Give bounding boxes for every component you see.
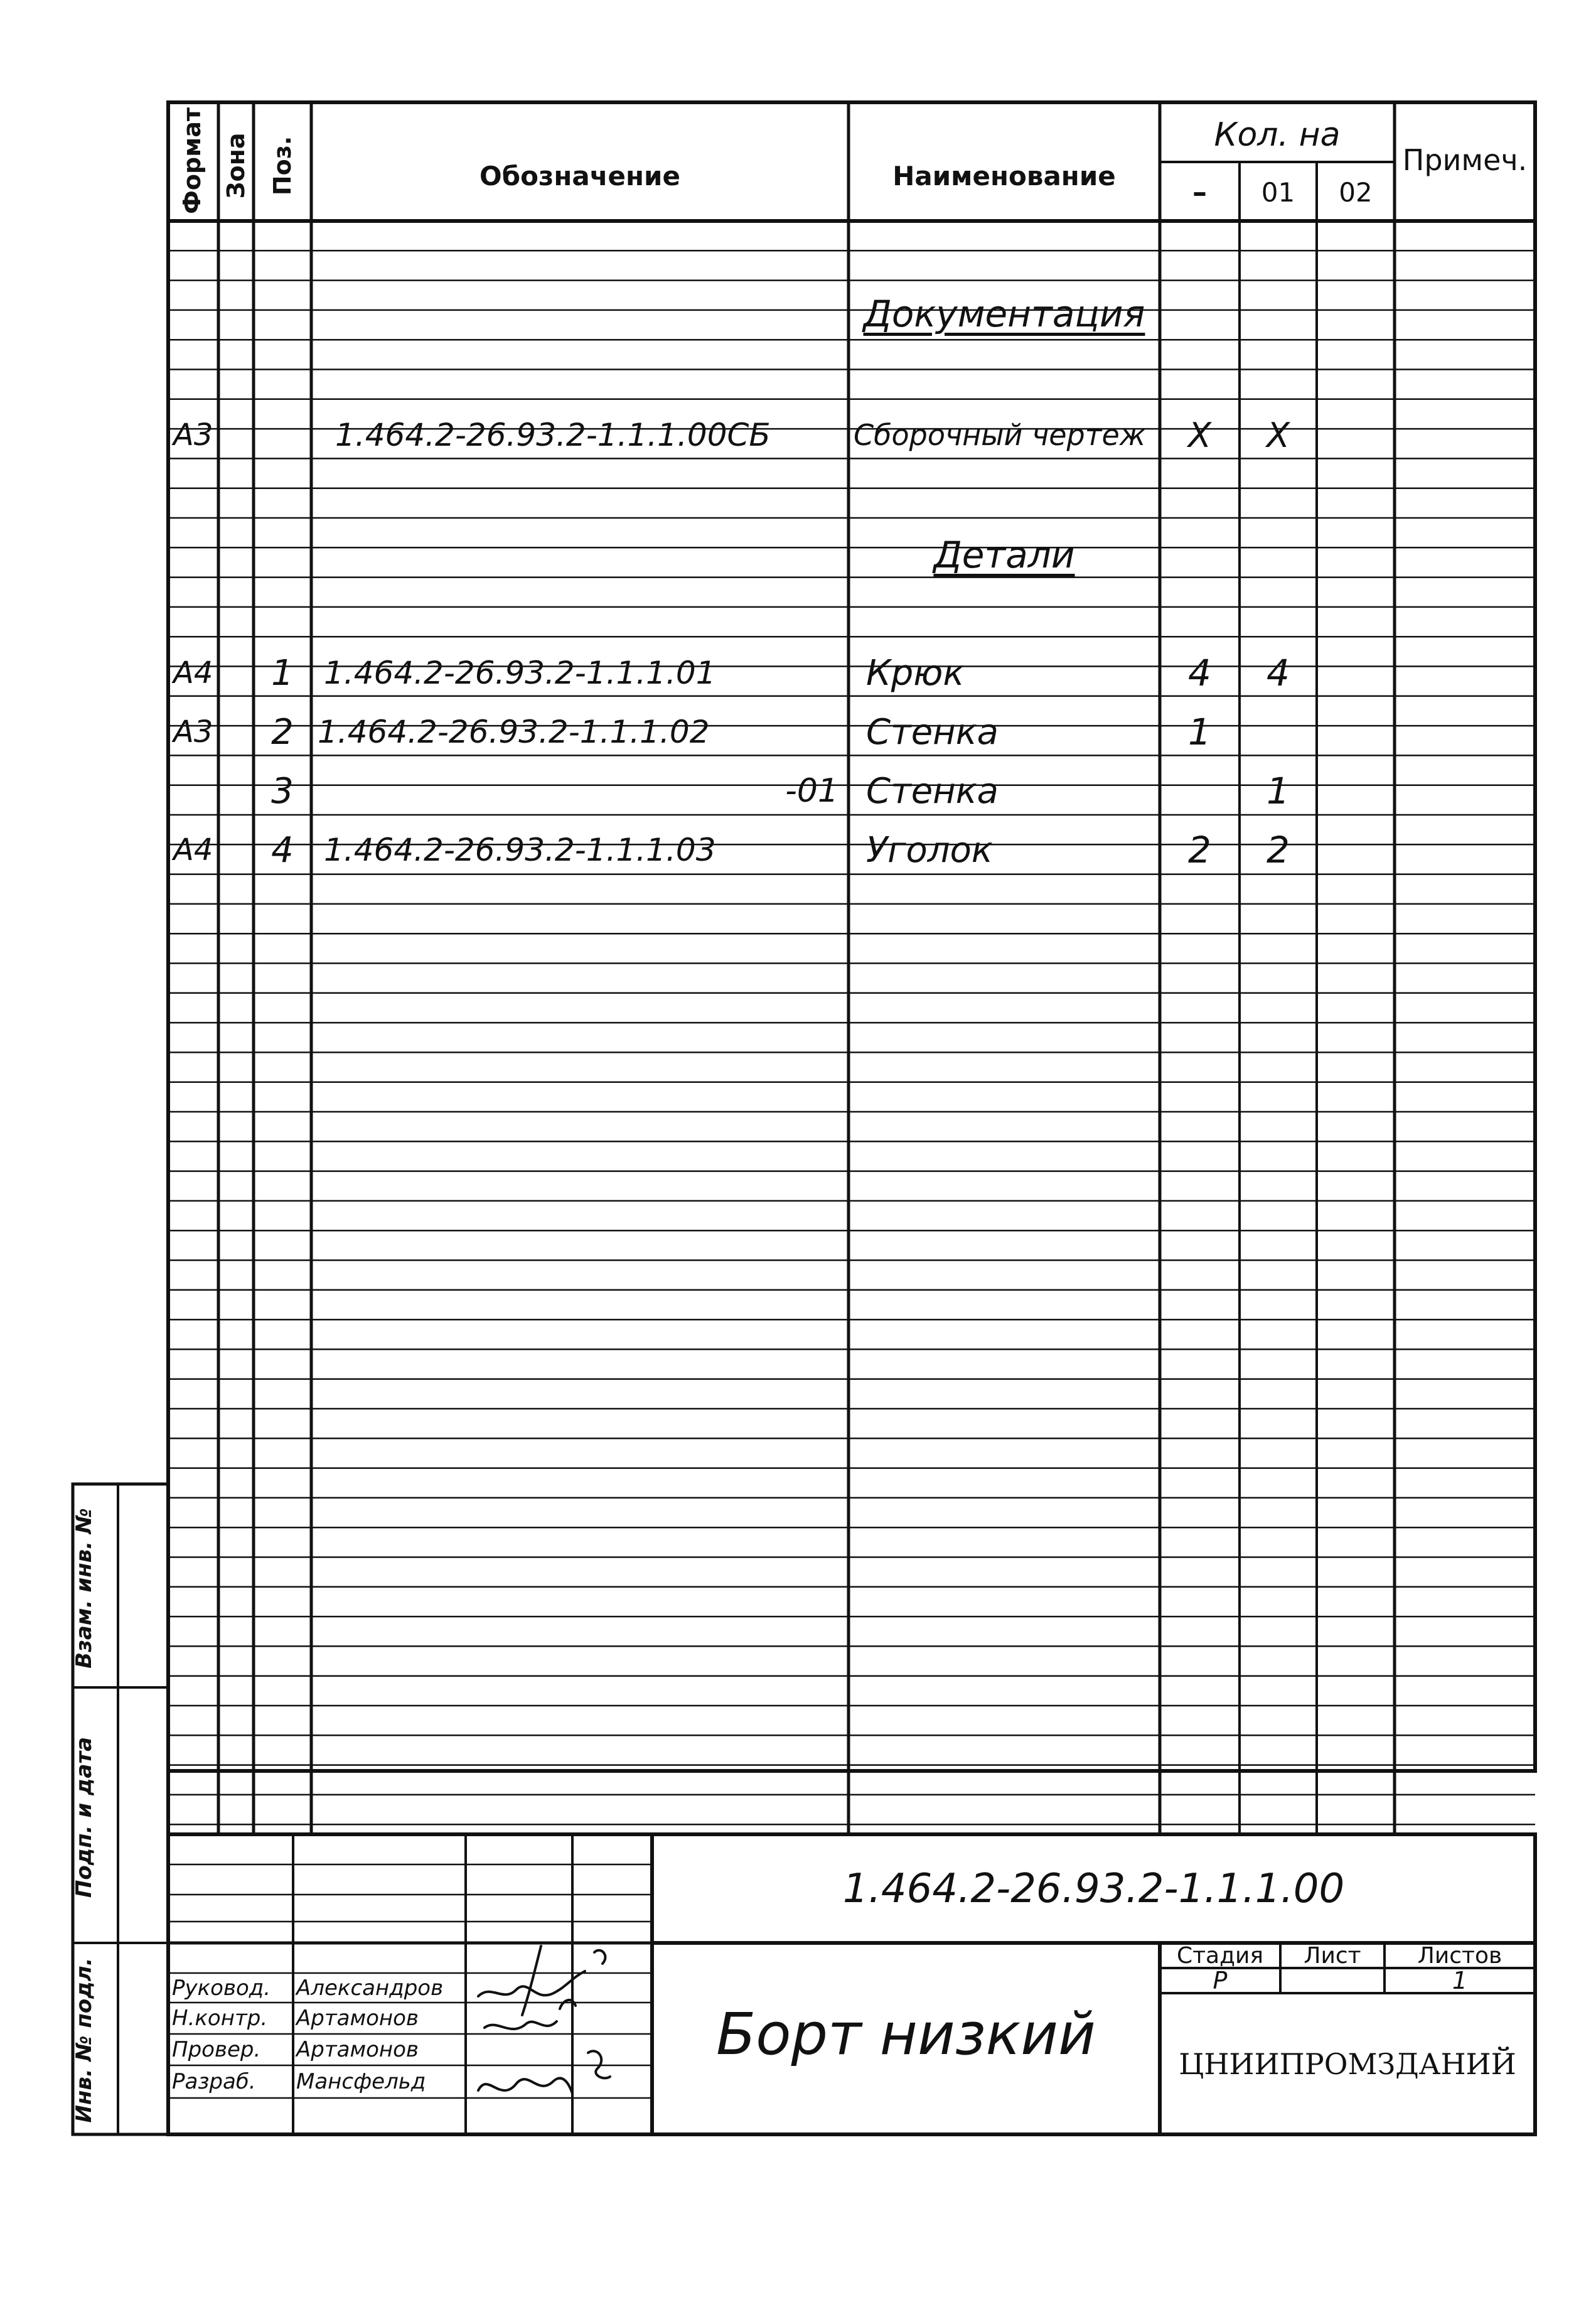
header-format: Формат [178,107,206,214]
header-name: Наименование [892,160,1116,191]
row1-format: А4 [173,655,213,691]
row4-format: А4 [173,832,213,868]
header-qty-dash: – [1192,175,1207,209]
header-pos: Поз. [269,136,296,196]
row1-designation: 1.464.2-26.93.2-1.1.1.01 [324,655,716,691]
row1-qty: 4 [1188,652,1211,694]
row3-name: Стенка [866,770,999,812]
row-assembly-format: А3 [173,417,213,453]
header-qty-02: 02 [1339,176,1373,208]
section-documentation: Документация [863,293,1145,335]
stage-label: Стадия [1176,1942,1264,1969]
sig-role-norm: Н.контр. [172,2006,268,2031]
organization-name: ЦНИИПРОМЗДАНИЙ [1179,2047,1516,2081]
document-code: 1.464.2-26.93.2-1.1.1.00 [842,1865,1345,1912]
row4-pos: 4 [271,829,294,871]
sig-name-dev: Мансфельд [296,2069,426,2094]
sig-role-check: Провер. [172,2037,261,2062]
row2-name: Стенка [866,711,999,753]
sig-name-norm: Артамонов [296,2006,419,2031]
header-qty-01: 01 [1261,176,1295,208]
row-assembly-qty: Х [1188,415,1211,455]
header-note: Примеч. [1402,143,1528,177]
side-label-podp: Подп. и дата [72,1736,97,1898]
row4-qty-01: 2 [1267,829,1290,871]
side-label-vzam: Взам. инв. № [72,1508,97,1669]
header-designation: Обозначение [479,160,680,191]
sheet-label: Лист [1304,1942,1361,1969]
row4-designation: 1.464.2-26.93.2-1.1.1.03 [324,832,716,868]
row4-qty: 2 [1188,829,1211,871]
sig-role-head: Руковод. [172,1975,271,2001]
row1-pos: 1 [271,652,294,694]
row3-pos: 3 [271,770,294,812]
sig-role-dev: Разраб. [172,2069,256,2094]
row-assembly-qty-01: Х [1267,415,1290,455]
side-label-inv: Инв. № подл. [72,1957,97,2123]
header-qty-group: Кол. на [1214,116,1341,154]
handwritten-signatures [466,1934,629,2122]
row3-designation: -01 [785,772,838,810]
row2-qty: 1 [1188,711,1211,753]
row3-qty-01: 1 [1267,770,1290,812]
row2-pos: 2 [271,711,294,753]
row-assembly-name: Сборочный чертеж [854,418,1146,452]
sig-name-head: Александров [296,1975,444,2001]
stage-value: Р [1213,1967,1228,1994]
row-assembly-designation: 1.464.2-26.93.2-1.1.1.00СБ [335,417,771,453]
section-parts: Детали [933,534,1075,576]
row1-name: Крюк [866,652,965,694]
row1-qty-01: 4 [1267,652,1290,694]
row2-designation: 1.464.2-26.93.2-1.1.1.02 [318,714,710,750]
header-zone: Зона [222,132,250,199]
sheets-value: 1 [1452,1967,1468,1994]
row2-format: А3 [173,714,213,750]
sheets-label: Листов [1417,1942,1502,1969]
row4-name: Уголок [866,829,993,871]
sig-name-check: Артамонов [296,2037,419,2062]
document-title: Борт низкий [716,2000,1096,2068]
